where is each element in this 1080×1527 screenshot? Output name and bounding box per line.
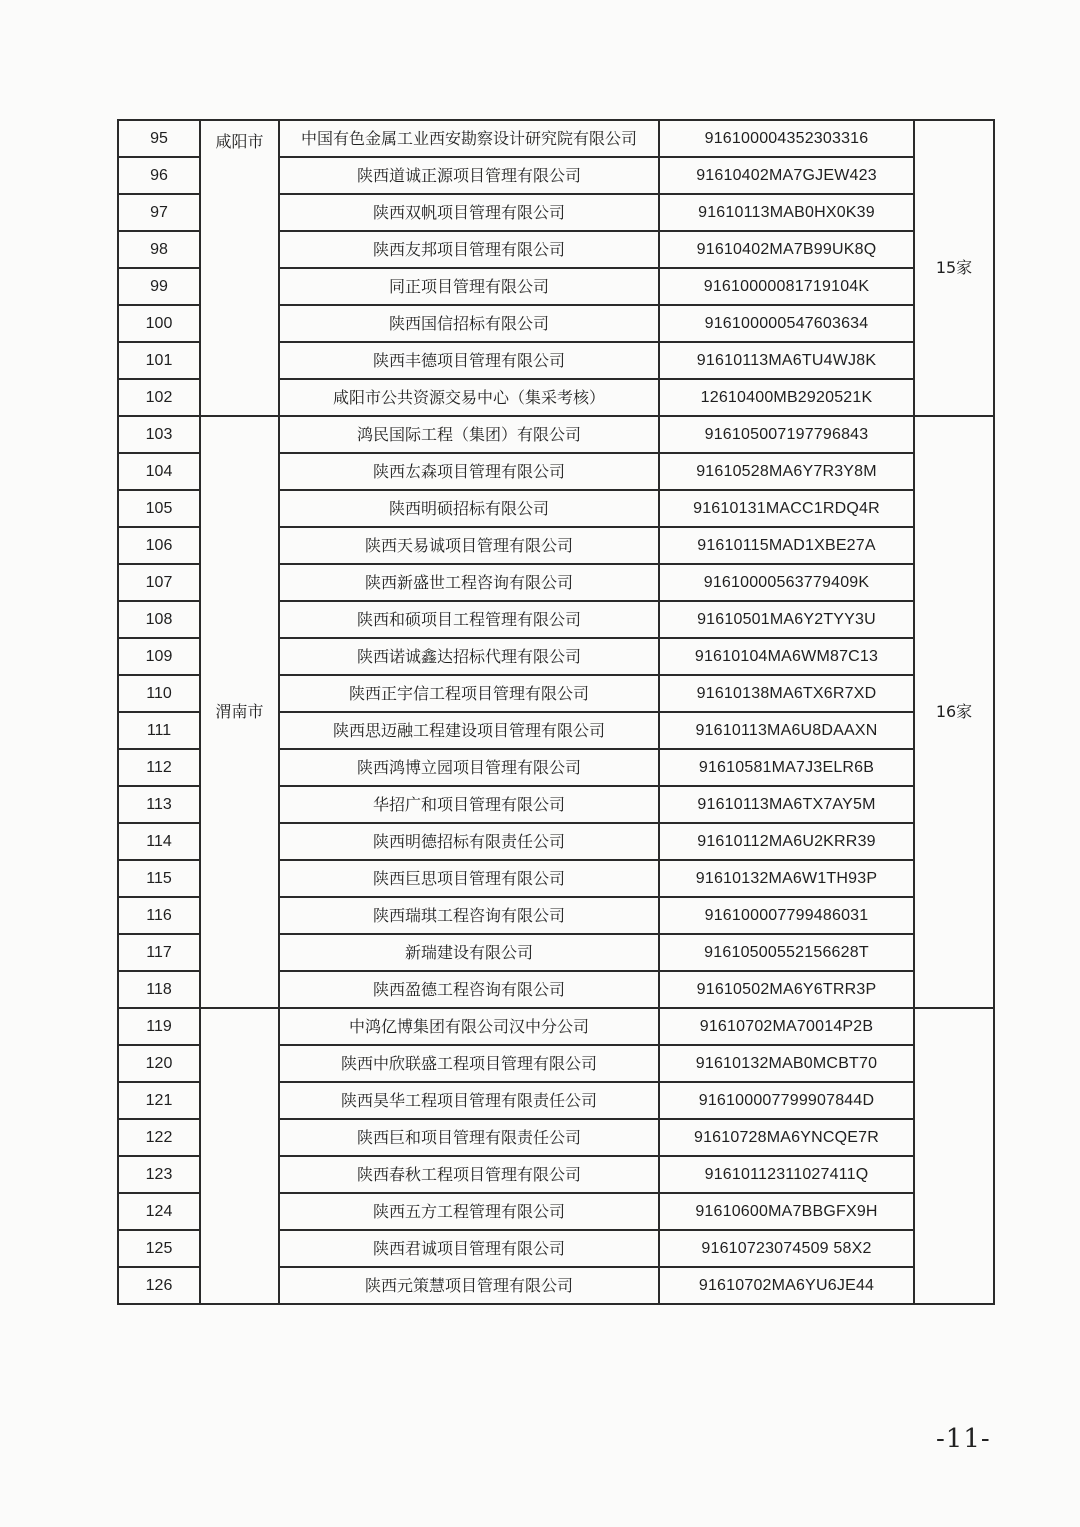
credit-code-cell: 91610132MA6W1TH93P (659, 860, 914, 897)
company-name-cell: 华招广和项目管理有限公司 (279, 786, 659, 823)
company-name-cell: 陕西春秋工程项目管理有限公司 (279, 1156, 659, 1193)
row-number-cell: 115 (118, 860, 200, 897)
row-number-cell: 95 (118, 120, 200, 157)
credit-code-cell: 91610115MAD1XBE27A (659, 527, 914, 564)
credit-code-cell: 91610112MA6U2KRR39 (659, 823, 914, 860)
credit-code-cell: 91610132MAB0MCBT70 (659, 1045, 914, 1082)
row-number-cell: 105 (118, 490, 200, 527)
credit-code-cell: 91610702MA70014P2B (659, 1008, 914, 1045)
row-number-cell: 104 (118, 453, 200, 490)
row-number-cell: 125 (118, 1230, 200, 1267)
credit-code-cell: 91610112311027411Q (659, 1156, 914, 1193)
company-name-cell: 陕西天易诚项目管理有限公司 (279, 527, 659, 564)
company-name-cell: 陕西道诚正源项目管理有限公司 (279, 157, 659, 194)
credit-code-cell: 91610104MA6WM87C13 (659, 638, 914, 675)
credit-code-cell: 91610500552156628T (659, 934, 914, 971)
count-cell: 15家 (914, 120, 994, 416)
credit-code-cell: 91610502MA6Y6TRR3P (659, 971, 914, 1008)
agency-list-table (117, 119, 995, 1305)
credit-code-cell: 91610581MA7J3ELR6B (659, 749, 914, 786)
row-number-cell: 118 (118, 971, 200, 1008)
company-name-cell: 陕西明硕招标有限公司 (279, 490, 659, 527)
company-name-cell: 新瑞建设有限公司 (279, 934, 659, 971)
credit-code-cell: 91610600MA7BBGFX9H (659, 1193, 914, 1230)
company-name-cell: 陕西巨和项目管理有限责任公司 (279, 1119, 659, 1156)
row-number-cell: 114 (118, 823, 200, 860)
company-name-cell: 咸阳市公共资源交易中心（集采考核） (279, 379, 659, 416)
company-name-cell: 陕西诺诚鑫达招标代理有限公司 (279, 638, 659, 675)
company-name-cell: 陕西鸿博立园项目管理有限公司 (279, 749, 659, 786)
company-name-cell: 陕西中欣联盛工程项目管理有限公司 (279, 1045, 659, 1082)
company-name-cell: 陕西昊华工程项目管理有限责任公司 (279, 1082, 659, 1119)
company-name-cell: 陕西和硕项目工程管理有限公司 (279, 601, 659, 638)
row-number-cell: 107 (118, 564, 200, 601)
row-number-cell: 124 (118, 1193, 200, 1230)
company-name-cell: 陕西正宇信工程项目管理有限公司 (279, 675, 659, 712)
credit-code-cell: 91610402MA7B99UK8Q (659, 231, 914, 268)
row-number-cell: 102 (118, 379, 200, 416)
company-name-cell: 陕西君诚项目管理有限公司 (279, 1230, 659, 1267)
row-number-cell: 97 (118, 194, 200, 231)
row-number-cell: 126 (118, 1267, 200, 1304)
company-name-cell: 陕西明德招标有限责任公司 (279, 823, 659, 860)
row-number-cell: 96 (118, 157, 200, 194)
row-number-cell: 122 (118, 1119, 200, 1156)
credit-code-cell: 916100000547603634 (659, 305, 914, 342)
credit-code-cell: 91610723074509 58X2 (659, 1230, 914, 1267)
credit-code-cell: 91610000563779409K (659, 564, 914, 601)
credit-code-cell: 916100007799907844D (659, 1082, 914, 1119)
row-number-cell: 117 (118, 934, 200, 971)
credit-code-cell: 91610402MA7GJEW423 (659, 157, 914, 194)
company-name-cell: 陕西友邦项目管理有限公司 (279, 231, 659, 268)
row-number-cell: 108 (118, 601, 200, 638)
company-name-cell: 陕西国信招标有限公司 (279, 305, 659, 342)
row-number-cell: 121 (118, 1082, 200, 1119)
row-number-cell: 120 (118, 1045, 200, 1082)
company-name-cell: 陕西思迈融工程建设项目管理有限公司 (279, 712, 659, 749)
row-number-cell: 113 (118, 786, 200, 823)
page-number: -11- (936, 1424, 991, 1454)
row-number-cell: 109 (118, 638, 200, 675)
row-number-cell: 98 (118, 231, 200, 268)
credit-code-cell: 91610113MAB0HX0K39 (659, 194, 914, 231)
credit-code-cell: 12610400MB2920521K (659, 379, 914, 416)
company-name-cell: 陕西双帆项目管理有限公司 (279, 194, 659, 231)
row-number-cell: 119 (118, 1008, 200, 1045)
credit-code-cell: 91610138MA6TX6R7XD (659, 675, 914, 712)
credit-code-cell: 916105007197796843 (659, 416, 914, 453)
table-row (118, 120, 994, 157)
row-number-cell: 100 (118, 305, 200, 342)
row-number-cell: 116 (118, 897, 200, 934)
credit-code-cell: 91610113MA6TX7AY5M (659, 786, 914, 823)
city-cell (200, 1008, 279, 1304)
company-name-cell: 陕西丰德项目管理有限公司 (279, 342, 659, 379)
company-name-cell: 中国有色金属工业西安勘察设计研究院有限公司 (279, 120, 659, 157)
credit-code-cell: 91610528MA6Y7R3Y8M (659, 453, 914, 490)
credit-code-cell: 91610113MA6U8DAAXN (659, 712, 914, 749)
company-name-cell: 陕西元策慧项目管理有限公司 (279, 1267, 659, 1304)
company-name-cell: 陕西新盛世工程咨询有限公司 (279, 564, 659, 601)
row-number-cell: 103 (118, 416, 200, 453)
table-row (118, 416, 994, 453)
company-name-cell: 同正项目管理有限公司 (279, 268, 659, 305)
company-name-cell: 陕西五方工程管理有限公司 (279, 1193, 659, 1230)
row-number-cell: 99 (118, 268, 200, 305)
company-name-cell: 陕西厷森项目管理有限公司 (279, 453, 659, 490)
credit-code-cell: 91610131MACC1RDQ4R (659, 490, 914, 527)
credit-code-cell: 91610000081719104K (659, 268, 914, 305)
row-number-cell: 106 (118, 527, 200, 564)
company-name-cell: 陕西巨思项目管理有限公司 (279, 860, 659, 897)
row-number-cell: 101 (118, 342, 200, 379)
row-number-cell: 110 (118, 675, 200, 712)
table-row (118, 1008, 994, 1045)
count-cell: 16家 (914, 416, 994, 1008)
city-cell: 咸阳市 (200, 120, 279, 416)
company-name-cell: 中鸿亿博集团有限公司汉中分公司 (279, 1008, 659, 1045)
company-name-cell: 陕西瑞琪工程咨询有限公司 (279, 897, 659, 934)
count-cell (914, 1008, 994, 1304)
row-number-cell: 111 (118, 712, 200, 749)
company-name-cell: 陕西盈德工程咨询有限公司 (279, 971, 659, 1008)
row-number-cell: 123 (118, 1156, 200, 1193)
credit-code-cell: 91610113MA6TU4WJ8K (659, 342, 914, 379)
city-cell: 渭南市 (200, 416, 279, 1008)
credit-code-cell: 91610728MA6YNCQE7R (659, 1119, 914, 1156)
credit-code-cell: 91610702MA6YU6JE44 (659, 1267, 914, 1304)
credit-code-cell: 916100004352303316 (659, 120, 914, 157)
company-name-cell: 鸿民国际工程（集团）有限公司 (279, 416, 659, 453)
credit-code-cell: 91610501MA6Y2TYY3U (659, 601, 914, 638)
credit-code-cell: 916100007799486031 (659, 897, 914, 934)
row-number-cell: 112 (118, 749, 200, 786)
